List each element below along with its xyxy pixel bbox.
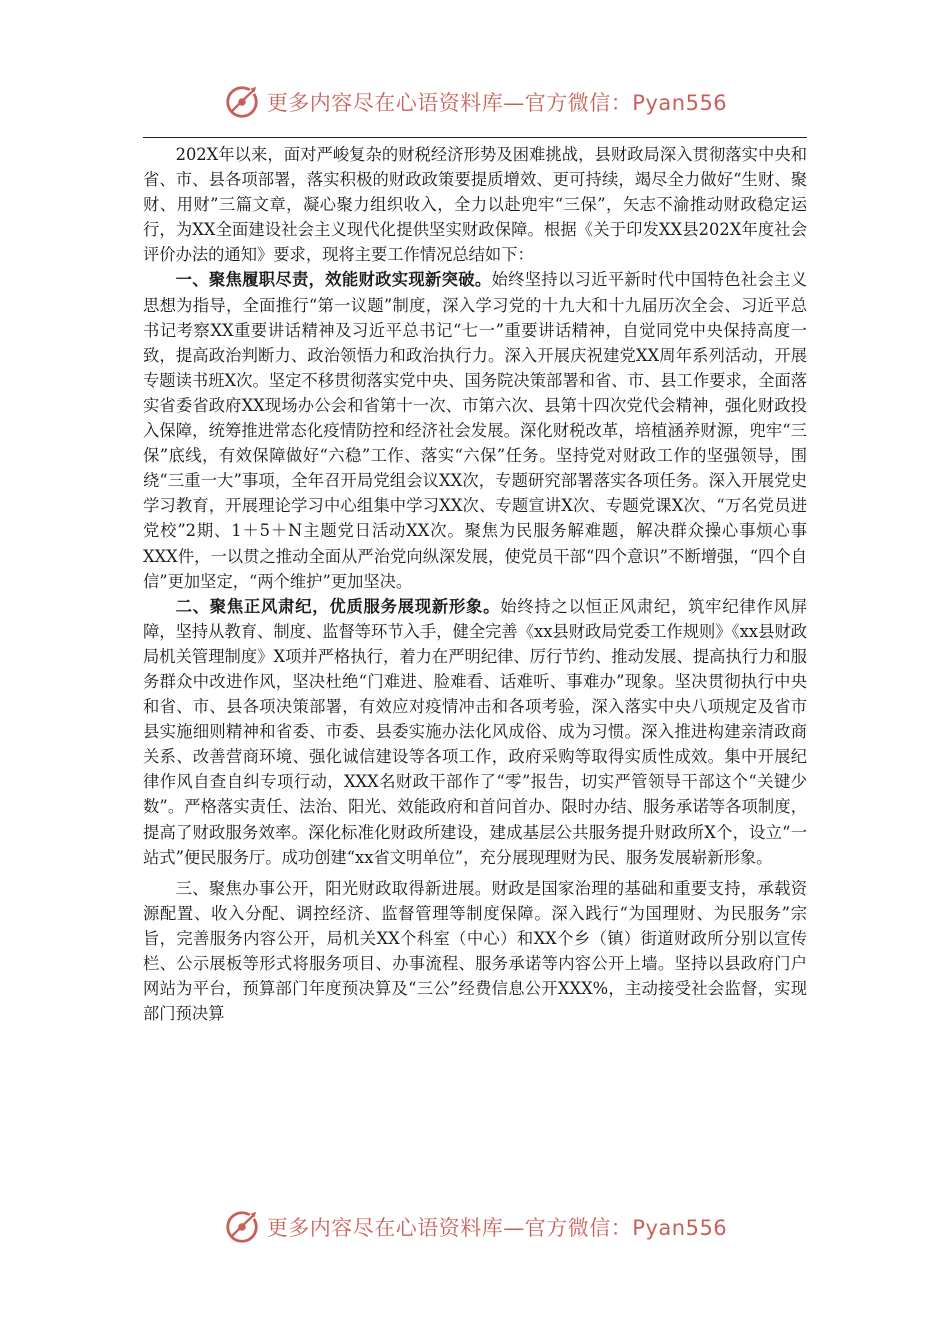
pen-swirl-logo-icon xyxy=(223,83,261,121)
pen-swirl-logo-icon xyxy=(223,1208,261,1246)
section-2-heading: 二、聚焦正风肃纪，优质服务展现新形象。 xyxy=(175,596,501,616)
paragraph-text: 202X年以来，面对严峻复杂的财税经济形势及困难挑战，县财政局深入贯彻落实中央和省、市、县各项部署，落实积极的财政政策要提质增效、更可持续，竭尽全力做好“生财、聚财、用财”三篇文章，凝心聚力组织收入，全力以赴兜牢“三保”，矢志不渝推动财政稳定运行，为XX全面建设社会主义现代化提供坚实财政保障。根据《关于印发XX县202X年度社会评价办法的通知》要求，现将主要工作情况总结如下： xyxy=(143,145,807,265)
section-1-paragraph xyxy=(143,267,807,593)
watermark-header xyxy=(0,82,950,122)
watermark-footer xyxy=(0,1207,950,1247)
watermark-text: 更多内容尽在心语资料库—官方微信：Pyan556 xyxy=(266,1216,728,1240)
document-body xyxy=(143,142,807,1026)
section-3-paragraph xyxy=(143,876,807,1027)
intro-paragraph xyxy=(143,142,807,267)
paragraph-text: 始终坚持以习近平新时代中国特色社会主义思想为指导，全面推行“第一议题”制度，深入学习党的十九大和十九届历次全会、习近平总书记考察XX重要讲话精神及习近平总书记“七一”重要讲话精神，自觉同党中央保持高度一致，提高政治判断力、政治领悟力和政治执行力。深入开展庆祝建党XX周年系列活动，开展专题读书班X次。坚定不移贯彻落实党中央、国务院决策部署和省、市、县工作要求，全面落实省委省政府XX现场办公会和省第十一次、市第六次、县第十四次党代会精神，强化财政投入保障，统筹推进常态化疫情防控和经济社会发展。深化财税改革，培植涵养财源，兜牢“三保”底线，有效保障做好“六稳”工作、落实“六保”任务。坚持党对财政工作的坚强领导，围绕“三重一大”事项，全年召开局党组会议XX次，专题研究部署落实各项任务。深入开展党史学习教育，开展理论学习中心组集中学习XX次、专题宣讲X次、专题党课X次、“万名党员进党校”2期、1＋5＋N主题党日活动XX次。聚焦为民服务解难题，解决群众操心事烦心事XXX件，一以贯之推动全面从严治党向纵深发展，使党员干部“四个意识”不断增强，“四个自信”更加坚定，“两个维护”更加坚决。 xyxy=(143,270,807,591)
paragraph-text: 三、聚焦办事公开，阳光财政取得新进展。财政是国家治理的基础和重要支持，承载资源配置、收入分配、调控经济、监督管理等制度保障。深入践行“为国理财、为民服务”宗旨，完善服务内容公开，局机关XX个科室（中心）和XX个乡（镇）街道财政所分别以宣传栏、公示展板等形式将服务项目、办事流程、服务承诺等内容公开上墙。坚持以县政府门户网站为平台，预算部门年度预决算及“三公”经费信息公开XXX%，主动接受社会监督，实现部门预决算 xyxy=(143,878,807,1024)
paragraph-text: 始终持之以恒正风肃纪，筑牢纪律作风屏障，坚持从教育、制度、监督等环节入手，健全完善《xx县财政局党委工作规则》《xx县财政局机关管理制度》X项并严格执行，着力在严明纪律、厉行节约、推动发展、提高执行力和服务群众中改进作风，坚决杜绝“门难进、脸难看、话难听、事难办”现象。坚决贯彻执行中央和省、市、县各项决策部署，有效应对疫情冲击和各项考验，深入落实中央八项规定及省市县实施细则精神和省委、市委、县委实施办法化风成俗、成为习惯。深入推进构建亲清政商关系、改善营商环境、强化诚信建设等各项工作，政府采购等取得实质性成效。集中开展纪律作风自查自纠专项行动，XXX名财政干部作了“零”报告，切实严管领导干部这个“关键少数”。严格落实责任、法治、阳光、效能政府和首问首办、限时办结、服务承诺等各项制度，提高了财政服务效率。深化标准化财政所建设，建成基层公共服务提升财政所X个，设立“一站式”便民服务厅。成功创建“xx省文明单位”，充分展现理财为民、服务发展崭新形象。 xyxy=(143,596,807,867)
section-2-paragraph xyxy=(143,594,807,870)
watermark-text: 更多内容尽在心语资料库—官方微信：Pyan556 xyxy=(266,91,728,115)
header-divider xyxy=(143,137,807,138)
section-1-heading: 一、聚焦履职尽责，效能财政实现新突破。 xyxy=(175,270,492,290)
